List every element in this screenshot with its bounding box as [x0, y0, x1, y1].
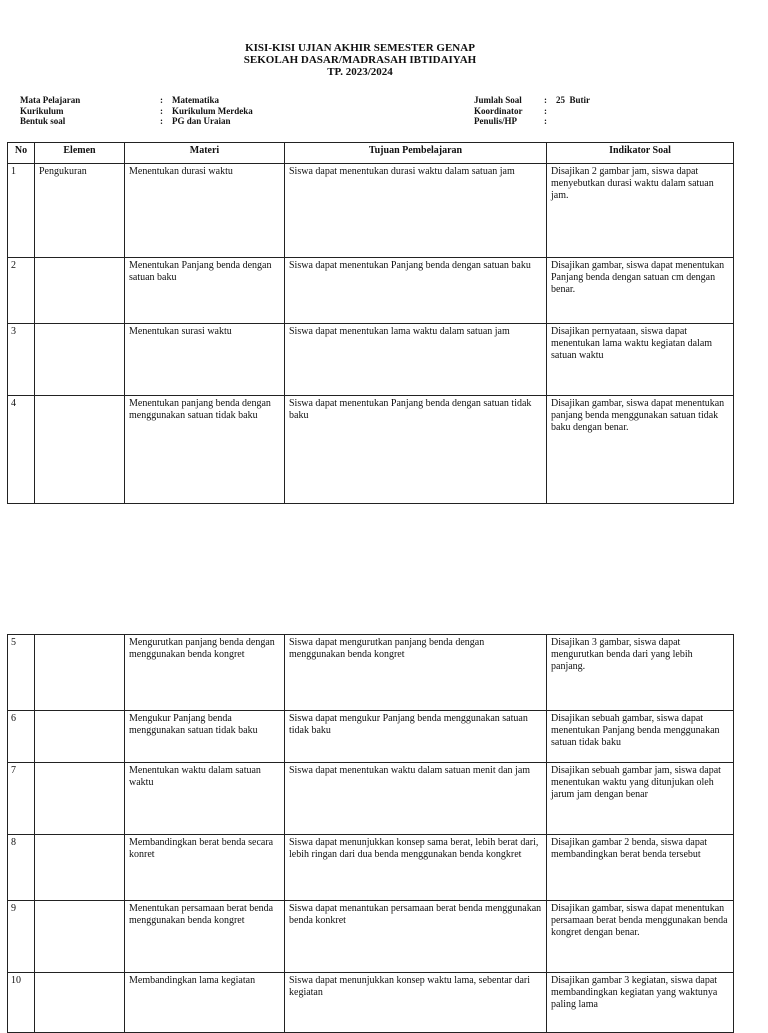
table-row: [8, 164, 734, 258]
cell-indikator: Disajikan gambar, siswa dapat menentukan panjang benda menggunakan satuan tidak baku dengan benar.: [547, 396, 734, 504]
meta-right: [474, 95, 590, 127]
cell-elemen: [35, 258, 125, 324]
cell-no: 10: [8, 973, 35, 1033]
cell-no: 1: [8, 164, 35, 258]
cell-indikator: Disajikan gambar, siswa dapat menentukan persamaan berat benda menggunakan benda kongret dengan benar.: [547, 901, 734, 973]
cell-materi: Membandingkan lama kegiatan: [125, 973, 285, 1033]
meta-row-author: [474, 116, 590, 127]
meta-value: 25 Butir: [556, 95, 591, 105]
cell-materi: Menentukan panjang benda dengan menggunakan satuan tidak baku: [125, 396, 285, 504]
doc-title-line1: KISI-KISI UJIAN AKHIR SEMESTER GENAP: [245, 42, 475, 54]
cell-indikator: Disajikan gambar 2 benda, siswa dapat membandingkan berat benda tersebut: [547, 835, 734, 901]
meta-row-question-count: [474, 95, 590, 106]
cell-materi: Menentukan Panjang benda dengan satuan baku: [125, 258, 285, 324]
cell-indikator: Disajikan gambar 3 kegiatan, siswa dapat membandingkan kegiatan yang waktunya paling lama: [547, 973, 734, 1033]
header-tujuan: Tujuan Pembelajaran: [285, 143, 547, 164]
cell-materi: Membandingkan berat benda secara konret: [125, 835, 285, 901]
cell-tujuan: Siswa dapat menentukan durasi waktu dalam satuan jam: [285, 164, 547, 258]
meta-value: Kurikulum Merdeka: [172, 105, 253, 116]
table-row: [8, 324, 734, 396]
cell-materi: Mengurutkan panjang benda dengan menggunakan benda kongret: [125, 635, 285, 711]
cell-materi: Menentukan durasi waktu: [125, 164, 285, 258]
cell-tujuan: Siswa dapat menentukan waktu dalam satuan menit dan jam: [285, 763, 547, 835]
header-materi: Materi: [125, 143, 285, 164]
cell-tujuan: Siswa dapat mengukur Panjang benda menggunakan satuan tidak baku: [285, 711, 547, 763]
cell-no: 9: [8, 901, 35, 973]
cell-indikator: Disajikan 3 gambar, siswa dapat mengurutkan benda dari yang lebih panjang.: [547, 635, 734, 711]
meta-colon: :: [544, 105, 547, 116]
meta-row-subject: [20, 95, 253, 106]
cell-tujuan: Siswa dapat mengurutkan panjang benda dengan menggunakan benda kongret: [285, 635, 547, 711]
cell-elemen: [35, 763, 125, 835]
table-row: [8, 711, 734, 763]
meta-label: Koordinator: [474, 105, 523, 116]
table-header-row: [8, 143, 734, 164]
cell-no: 3: [8, 324, 35, 396]
table-row: [8, 901, 734, 973]
cell-elemen: [35, 324, 125, 396]
cell-tujuan: Siswa dapat menentukan lama waktu dalam satuan jam: [285, 324, 547, 396]
cell-indikator: Disajikan sebuah gambar jam, siswa dapat menentukan waktu yang ditunjukan oleh jarum jam dengan benar: [547, 763, 734, 835]
meta-colon: :: [160, 105, 163, 116]
meta-colon: :: [544, 95, 547, 105]
meta-colon: :: [160, 116, 163, 126]
meta-left: [20, 95, 253, 127]
table-row: [8, 835, 734, 901]
meta-label: Bentuk soal: [20, 116, 66, 126]
cell-elemen: [35, 635, 125, 711]
cell-materi: Mengukur Panjang benda menggunakan satuan tidak baku: [125, 711, 285, 763]
table-row: [8, 635, 734, 711]
cell-elemen: Pengukuran: [35, 164, 125, 258]
meta-colon: :: [544, 116, 547, 126]
grid-table-page1: [7, 142, 734, 504]
meta-value: PG dan Uraian: [172, 116, 231, 126]
table-row: [8, 396, 734, 504]
cell-tujuan: Siswa dapat menantukan persamaan berat benda menggunakan benda konkret: [285, 901, 547, 973]
table-row: [8, 763, 734, 835]
cell-tujuan: Siswa dapat menunjukkan konsep sama berat, lebih berat dari, lebih ringan dari dua benda menggunakan benda kongkret: [285, 835, 547, 901]
cell-no: 6: [8, 711, 35, 763]
doc-title-line2: SEKOLAH DASAR/MADRASAH IBTIDAIYAH: [243, 54, 477, 66]
cell-no: 5: [8, 635, 35, 711]
meta-row-question-type: [20, 116, 253, 127]
cell-indikator: Disajikan 2 gambar jam, siswa dapat menyebutkan durasi waktu dalam satuan jam.: [547, 164, 734, 258]
meta-label: Jumlah Soal: [474, 95, 522, 105]
cell-materi: Menentukan surasi waktu: [125, 324, 285, 396]
meta-value: Matematika: [172, 95, 219, 105]
cell-elemen: [35, 396, 125, 504]
cell-tujuan: Siswa dapat menentukan Panjang benda dengan satuan baku: [285, 258, 547, 324]
meta-label: Kurikulum: [20, 105, 64, 116]
table-row: [8, 258, 734, 324]
cell-tujuan: Siswa dapat menunjukkan konsep waktu lama, sebentar dari kegiatan: [285, 973, 547, 1033]
header-no: No: [8, 143, 35, 164]
cell-elemen: [35, 711, 125, 763]
cell-materi: Menentukan waktu dalam satuan waktu: [125, 763, 285, 835]
meta-label: Mata Pelajaran: [20, 95, 81, 105]
meta-row-curriculum: [20, 106, 253, 117]
meta-label: Penulis/HP: [474, 116, 518, 126]
cell-no: 4: [8, 396, 35, 504]
cell-no: 8: [8, 835, 35, 901]
meta-row-coordinator: [474, 106, 590, 117]
meta-colon: :: [160, 95, 163, 105]
cell-elemen: [35, 901, 125, 973]
cell-tujuan: Siswa dapat menentukan Panjang benda dengan satuan tidak baku: [285, 396, 547, 504]
cell-indikator: Disajikan sebuah gambar, siswa dapat menentukan Panjang benda menggunakan satuan tidak baku: [547, 711, 734, 763]
cell-elemen: [35, 835, 125, 901]
cell-indikator: Disajikan gambar, siswa dapat menentukan Panjang benda dengan satuan cm dengan benar.: [547, 258, 734, 324]
header-indikator: Indikator Soal: [547, 143, 734, 164]
doc-title-line3: TP. 2023/2024: [327, 66, 393, 78]
cell-no: 7: [8, 763, 35, 835]
grid-table-page2: [7, 634, 734, 1033]
cell-no: 2: [8, 258, 35, 324]
cell-materi: Menentukan persamaan berat benda menggunakan benda kongret: [125, 901, 285, 973]
header-elemen: Elemen: [35, 143, 125, 164]
cell-indikator: Disajikan pernyataan, siswa dapat menentukan lama waktu kegiatan dalam satuan waktu: [547, 324, 734, 396]
